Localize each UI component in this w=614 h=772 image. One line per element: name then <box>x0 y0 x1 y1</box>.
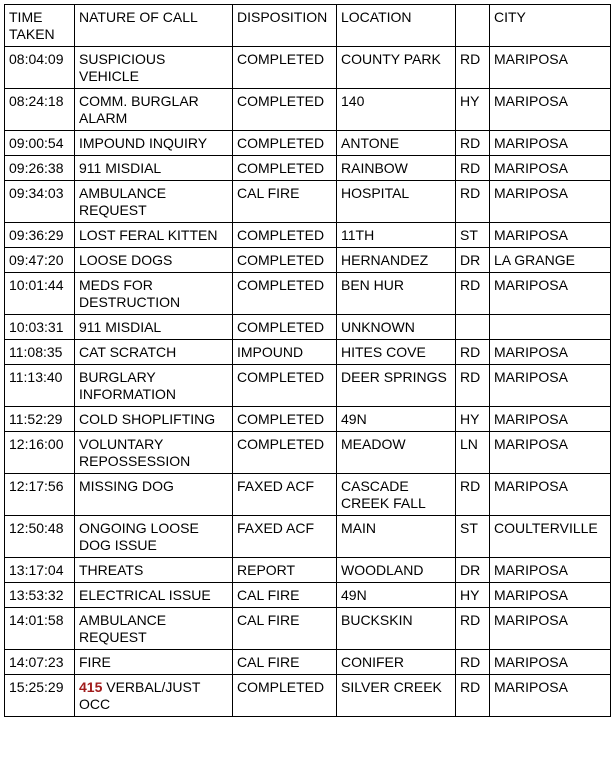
call-nature-text: LOOSE DOGS <box>79 252 173 268</box>
cell-street-suffix: RD <box>456 47 490 89</box>
table-body <box>5 47 611 717</box>
cell-street-suffix: RD <box>456 365 490 407</box>
cell-time-taken: 11:13:40 <box>5 365 75 407</box>
table-row <box>5 675 611 717</box>
cell-city: MARIPOSA <box>490 89 611 131</box>
call-nature-text: VOLUNTARY REPOSSESSION <box>79 436 191 469</box>
call-nature-text: SUSPICIOUS VEHICLE <box>79 51 166 84</box>
cell-nature-of-call <box>75 474 233 516</box>
cell-street-suffix: DR <box>456 558 490 583</box>
cell-city: MARIPOSA <box>490 156 611 181</box>
call-code: 415 <box>79 679 103 695</box>
cell-time-taken: 08:04:09 <box>5 47 75 89</box>
call-nature-text: 911 MISDIAL <box>79 319 162 335</box>
table-row <box>5 365 611 407</box>
table-row <box>5 516 611 558</box>
cell-location: MAIN <box>337 516 456 558</box>
call-log-table <box>4 4 611 717</box>
table-row <box>5 89 611 131</box>
cell-nature-of-call <box>75 365 233 407</box>
cell-disposition: COMPLETED <box>233 273 337 315</box>
cell-disposition: REPORT <box>233 558 337 583</box>
cell-city: MARIPOSA <box>490 432 611 474</box>
header-location: LOCATION <box>337 5 456 47</box>
cell-disposition: COMPLETED <box>233 365 337 407</box>
cell-time-taken: 12:17:56 <box>5 474 75 516</box>
call-nature-text: ELECTRICAL ISSUE <box>79 587 211 603</box>
cell-time-taken: 12:16:00 <box>5 432 75 474</box>
table-row <box>5 583 611 608</box>
cell-disposition: COMPLETED <box>233 432 337 474</box>
call-nature-text: FIRE <box>79 654 111 670</box>
cell-nature-of-call <box>75 181 233 223</box>
cell-nature-of-call <box>75 156 233 181</box>
cell-street-suffix: ST <box>456 516 490 558</box>
table-header-row <box>5 5 611 47</box>
cell-location: MEADOW <box>337 432 456 474</box>
cell-location: BEN HUR <box>337 273 456 315</box>
cell-city: MARIPOSA <box>490 47 611 89</box>
cell-time-taken: 14:07:23 <box>5 650 75 675</box>
cell-time-taken: 11:52:29 <box>5 407 75 432</box>
cell-city: MARIPOSA <box>490 181 611 223</box>
cell-disposition: COMPLETED <box>233 131 337 156</box>
table-row <box>5 223 611 248</box>
cell-city: MARIPOSA <box>490 131 611 156</box>
call-nature-text: THREATS <box>79 562 144 578</box>
table-row <box>5 273 611 315</box>
cell-street-suffix: RD <box>456 650 490 675</box>
cell-disposition: IMPOUND <box>233 340 337 365</box>
cell-city: MARIPOSA <box>490 365 611 407</box>
cell-location: HERNANDEZ <box>337 248 456 273</box>
cell-disposition: COMPLETED <box>233 407 337 432</box>
cell-city: MARIPOSA <box>490 340 611 365</box>
cell-nature-of-call <box>75 650 233 675</box>
cell-time-taken: 11:08:35 <box>5 340 75 365</box>
cell-location: 49N <box>337 407 456 432</box>
call-nature-text: 911 MISDIAL <box>79 160 162 176</box>
cell-street-suffix: RD <box>456 675 490 717</box>
cell-location: UNKNOWN <box>337 315 456 340</box>
call-nature-text: COLD SHOPLIFTING <box>79 411 216 427</box>
cell-nature-of-call <box>75 89 233 131</box>
cell-nature-of-call <box>75 558 233 583</box>
cell-city: LA GRANGE <box>490 248 611 273</box>
cell-time-taken: 09:34:03 <box>5 181 75 223</box>
cell-time-taken: 09:36:29 <box>5 223 75 248</box>
cell-disposition: COMPLETED <box>233 248 337 273</box>
header-disposition: DISPOSITION <box>233 5 337 47</box>
cell-disposition: CAL FIRE <box>233 608 337 650</box>
cell-nature-of-call <box>75 340 233 365</box>
cell-time-taken: 09:00:54 <box>5 131 75 156</box>
header-street-suffix <box>456 5 490 47</box>
cell-location: HOSPITAL <box>337 181 456 223</box>
cell-time-taken: 15:25:29 <box>5 675 75 717</box>
cell-nature-of-call <box>75 516 233 558</box>
cell-time-taken: 12:50:48 <box>5 516 75 558</box>
cell-nature-of-call <box>75 315 233 340</box>
call-nature-text: BURGLARY INFORMATION <box>79 369 176 402</box>
cell-disposition: CAL FIRE <box>233 181 337 223</box>
header-city: CITY <box>490 5 611 47</box>
table-row <box>5 315 611 340</box>
cell-location: DEER SPRINGS <box>337 365 456 407</box>
cell-location: 11TH <box>337 223 456 248</box>
cell-location: SILVER CREEK <box>337 675 456 717</box>
cell-nature-of-call <box>75 432 233 474</box>
cell-time-taken: 09:26:38 <box>5 156 75 181</box>
cell-time-taken: 13:17:04 <box>5 558 75 583</box>
cell-city: MARIPOSA <box>490 650 611 675</box>
table-row <box>5 474 611 516</box>
cell-disposition: CAL FIRE <box>233 583 337 608</box>
cell-street-suffix: RD <box>456 181 490 223</box>
cell-city: MARIPOSA <box>490 583 611 608</box>
call-nature-text: MISSING DOG <box>79 478 174 494</box>
table-row <box>5 608 611 650</box>
cell-nature-of-call <box>75 583 233 608</box>
call-nature-text: VERBAL/JUST OCC <box>79 679 201 712</box>
cell-street-suffix: ST <box>456 223 490 248</box>
cell-nature-of-call <box>75 407 233 432</box>
cell-time-taken: 10:03:31 <box>5 315 75 340</box>
cell-location: HITES COVE <box>337 340 456 365</box>
table-row <box>5 558 611 583</box>
cell-nature-of-call <box>75 608 233 650</box>
cell-street-suffix: DR <box>456 248 490 273</box>
cell-disposition: COMPLETED <box>233 223 337 248</box>
cell-city: MARIPOSA <box>490 558 611 583</box>
cell-street-suffix: LN <box>456 432 490 474</box>
table-row <box>5 650 611 675</box>
cell-city: MARIPOSA <box>490 223 611 248</box>
cell-street-suffix: HY <box>456 407 490 432</box>
call-nature-text: LOST FERAL KITTEN <box>79 227 218 243</box>
cell-city: MARIPOSA <box>490 273 611 315</box>
cell-nature-of-call <box>75 273 233 315</box>
cell-street-suffix: HY <box>456 583 490 608</box>
header-nature-of-call: NATURE OF CALL <box>75 5 233 47</box>
call-nature-text: MEDS FOR DESTRUCTION <box>79 277 181 310</box>
cell-city: MARIPOSA <box>490 675 611 717</box>
table-row <box>5 47 611 89</box>
cell-disposition: COMPLETED <box>233 675 337 717</box>
cell-location: ANTONE <box>337 131 456 156</box>
table-row <box>5 248 611 273</box>
cell-city: MARIPOSA <box>490 608 611 650</box>
call-nature-text: IMPOUND INQUIRY <box>79 135 208 151</box>
header-time-taken: TIME TAKEN <box>5 5 75 47</box>
cell-street-suffix: RD <box>456 474 490 516</box>
cell-time-taken: 08:24:18 <box>5 89 75 131</box>
cell-disposition: COMPLETED <box>233 156 337 181</box>
cell-street-suffix: RD <box>456 340 490 365</box>
table-row <box>5 131 611 156</box>
call-nature-text: ONGOING LOOSE DOG ISSUE <box>79 520 199 553</box>
cell-location: WOODLAND <box>337 558 456 583</box>
cell-nature-of-call <box>75 223 233 248</box>
cell-time-taken: 13:53:32 <box>5 583 75 608</box>
cell-location: BUCKSKIN <box>337 608 456 650</box>
cell-nature-of-call <box>75 248 233 273</box>
call-nature-text: AMBULANCE REQUEST <box>79 612 167 645</box>
cell-disposition: CAL FIRE <box>233 650 337 675</box>
cell-disposition: COMPLETED <box>233 47 337 89</box>
cell-city: MARIPOSA <box>490 407 611 432</box>
cell-street-suffix <box>456 315 490 340</box>
cell-time-taken: 14:01:58 <box>5 608 75 650</box>
cell-location: 140 <box>337 89 456 131</box>
table-row <box>5 340 611 365</box>
call-nature-text: COMM. BURGLAR ALARM <box>79 93 199 126</box>
table-row <box>5 407 611 432</box>
cell-city: MARIPOSA <box>490 474 611 516</box>
cell-disposition: COMPLETED <box>233 89 337 131</box>
table-row <box>5 156 611 181</box>
cell-nature-of-call <box>75 47 233 89</box>
call-nature-text: AMBULANCE REQUEST <box>79 185 167 218</box>
cell-location: 49N <box>337 583 456 608</box>
call-nature-text: CAT SCRATCH <box>79 344 177 360</box>
cell-location: CONIFER <box>337 650 456 675</box>
cell-location: COUNTY PARK <box>337 47 456 89</box>
table-row <box>5 181 611 223</box>
cell-city <box>490 315 611 340</box>
cell-street-suffix: RD <box>456 273 490 315</box>
cell-street-suffix: HY <box>456 89 490 131</box>
cell-city: COULTERVILLE <box>490 516 611 558</box>
cell-street-suffix: RD <box>456 608 490 650</box>
cell-street-suffix: RD <box>456 131 490 156</box>
cell-nature-of-call <box>75 131 233 156</box>
cell-street-suffix: RD <box>456 156 490 181</box>
cell-disposition: FAXED ACF <box>233 516 337 558</box>
cell-time-taken: 10:01:44 <box>5 273 75 315</box>
cell-nature-of-call <box>75 675 233 717</box>
cell-location: RAINBOW <box>337 156 456 181</box>
cell-location: CASCADE CREEK FALL <box>337 474 456 516</box>
cell-time-taken: 09:47:20 <box>5 248 75 273</box>
table-row <box>5 432 611 474</box>
cell-disposition: COMPLETED <box>233 315 337 340</box>
cell-disposition: FAXED ACF <box>233 474 337 516</box>
